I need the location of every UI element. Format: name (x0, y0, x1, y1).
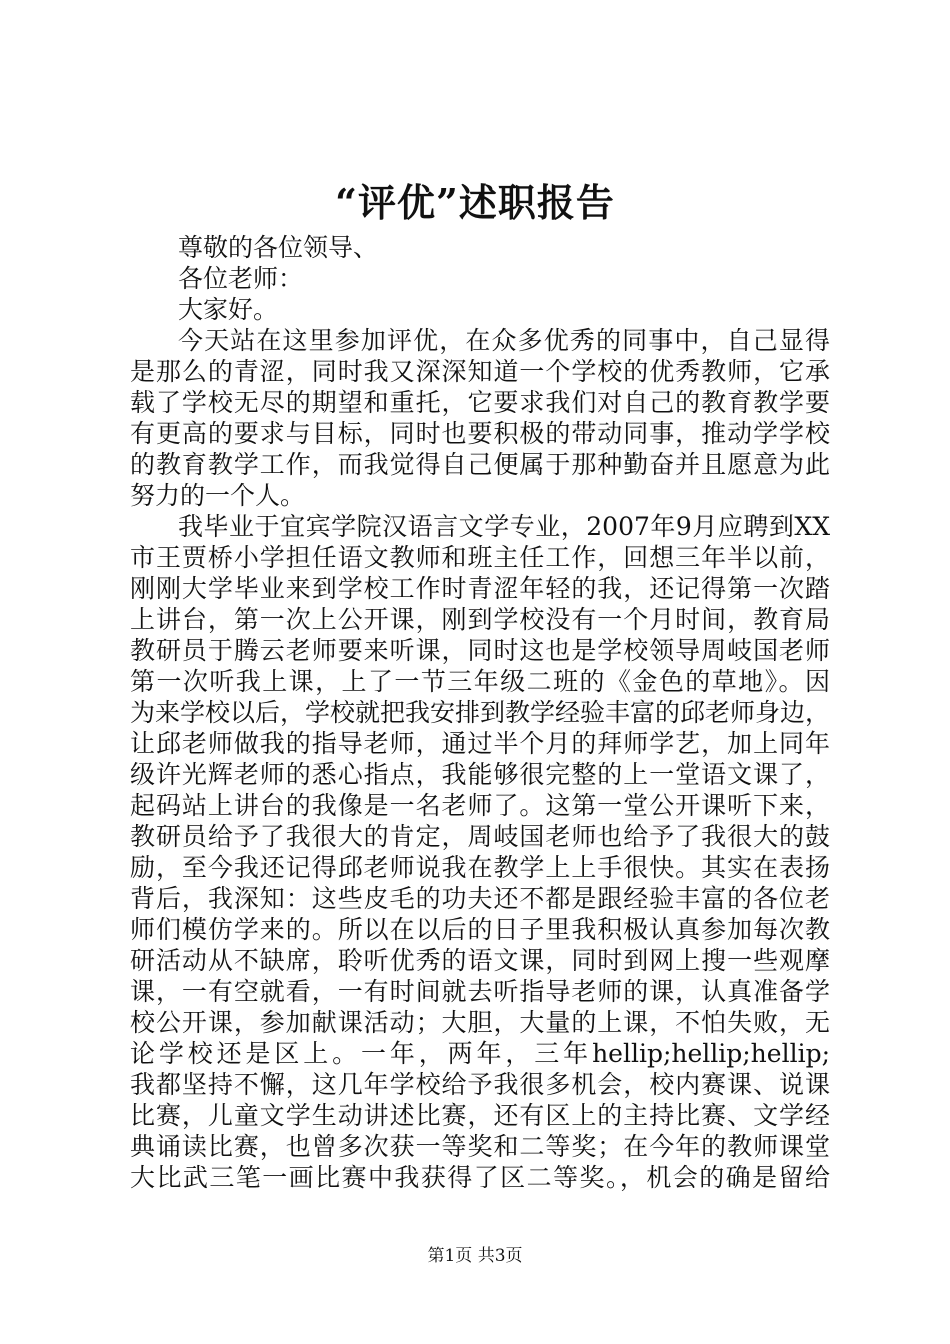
text-line: 比赛，儿童文学生动讲述比赛，还有区上的主持比赛、文学经 (130, 1101, 830, 1130)
text-line: 努力的一个人。 (130, 481, 306, 510)
text-line: 我毕业于宜宾学院汉语言文学专业，2007年9月应聘到XX (178, 512, 830, 541)
text-line: 励，至今我还记得邱老师说我在教学上上手很快。其实在表扬 (130, 853, 830, 882)
document-title: “评优”述职报告 (335, 180, 615, 225)
text-line: 我都坚持不懈，这几年学校给予我很多机会，校内赛课、说课 (130, 1070, 830, 1099)
text-line: 师们模仿学来的。所以在以后的日子里我积极认真参加每次教 (130, 915, 830, 944)
text-line: 课，一有空就看，一有时间就去听指导老师的课，认真准备学 (130, 977, 830, 1006)
text-line: 校公开课，参加献课活动；大胆，大量的上课，不怕失败，无 (130, 1008, 830, 1037)
text-line: 上讲台，第一次上公开课，刚到学校没有一个月时间，教育局 (130, 605, 830, 634)
page-number-footer: 第1页 共3页 (427, 1246, 523, 1266)
text-line: 今天站在这里参加评优，在众多优秀的同事中，自己显得 (178, 326, 830, 355)
text-line: 大家好。 (178, 295, 279, 324)
text-line: 研活动从不缺席，聆听优秀的语文课，同时到网上搜一些观摩 (130, 946, 830, 975)
text-line: 为来学校以后，学校就把我安排到教学经验丰富的邱老师身边， (130, 698, 831, 727)
text-line: 第一次听我上课，上了一节三年级二班的《金色的草地》。因 (130, 667, 830, 696)
text-line: 典诵读比赛，也曾多次获一等奖和二等奖；在今年的教师课堂 (130, 1132, 830, 1161)
text-line: 教研员于腾云老师要来听课，同时这也是学校领导周岐国老师 (130, 636, 830, 665)
text-line: 的教育教学工作，而我觉得自己便属于那种勤奋并且愿意为此 (130, 450, 830, 479)
text-line: 让邱老师做我的指导老师，通过半个月的拜师学艺，加上同年 (130, 729, 830, 758)
text-line: 论学校还是区上。一年，两年，三年hellip;hellip;hellip; (130, 1039, 830, 1068)
text-line: 教研员给予了我很大的肯定，周岐国老师也给予了我很大的鼓 (130, 822, 830, 851)
text-line: 是那么的青涩，同时我又深深知道一个学校的优秀教师，它承 (130, 357, 830, 386)
text-line: 市王贾桥小学担任语文教师和班主任工作，回想三年半以前， (130, 543, 830, 572)
text-line: 刚刚大学毕业来到学校工作时青涩年轻的我，还记得第一次踏 (130, 574, 830, 603)
text-line: 尊敬的各位领导、 (178, 233, 379, 262)
text-line: 大比武三笔一画比赛中我获得了区二等奖。，机会的确是留给 (130, 1163, 830, 1192)
text-line: 载了学校无尽的期望和重托，它要求我们对自己的教育教学要 (130, 388, 830, 417)
text-line: 各位老师： (178, 264, 304, 293)
text-line: 起码站上讲台的我像是一名老师了。这第一堂公开课听下来， (130, 791, 830, 820)
document-body (130, 232, 830, 1193)
text-line: 有更高的要求与目标，同时也要积极的带动同事，推动学学校 (130, 419, 830, 448)
text-line: 级许光辉老师的悉心指点，我能够很完整的上一堂语文课了， (130, 760, 830, 789)
text-line: 背后，我深知：这些皮毛的功夫还不都是跟经验丰富的各位老 (130, 884, 830, 913)
